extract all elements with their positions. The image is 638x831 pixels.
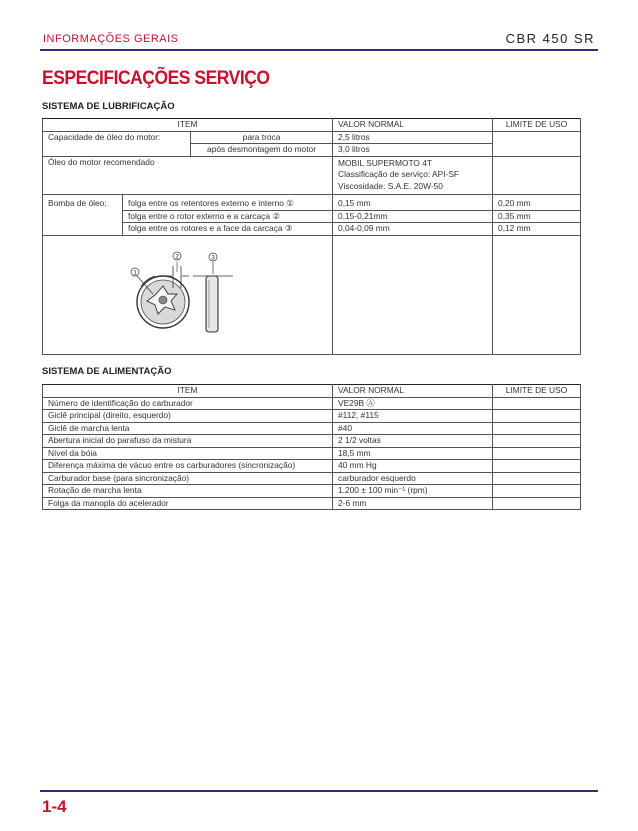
oil-change-label: para troca xyxy=(191,131,333,144)
fuel-normal: VE29B Ⓐ xyxy=(333,397,493,410)
lubrication-table xyxy=(42,118,581,355)
rotor-side-view xyxy=(193,253,233,332)
table-row xyxy=(43,210,581,223)
pump-desc: folga entre o rotor externo e a carcaça ② xyxy=(123,210,333,223)
oil-recommended-value xyxy=(333,156,493,195)
fuel-normal: 2-6 mm xyxy=(333,497,493,510)
col-item: ITEM xyxy=(43,119,333,132)
table-header-row xyxy=(43,119,581,132)
oil-capacity-label: Capacidade de óleo do motor: xyxy=(43,131,191,156)
col-limit: LIMITE DE USO xyxy=(493,385,581,398)
oil-pump-figure-cell xyxy=(43,235,333,354)
table-row xyxy=(43,435,581,448)
table-header-row xyxy=(43,385,581,398)
lubrication-section-title: SISTEMA DE LUBRIFICAÇÃO xyxy=(42,101,175,112)
fuel-normal: 18,5 mm xyxy=(333,447,493,460)
oil-capacity-limit xyxy=(493,131,581,156)
table-row xyxy=(43,485,581,498)
fuel-normal: 2 1/2 voltas xyxy=(333,435,493,448)
table-row xyxy=(43,131,581,144)
header-divider xyxy=(40,49,598,51)
oil-brand: MOBIL SUPERMOTO 4T xyxy=(338,157,433,168)
oil-disassembly-label: após desmontagem do motor xyxy=(191,144,333,157)
fuel-item: Carburador base (para sincronização) xyxy=(43,472,333,485)
callout-label-2: 2 xyxy=(175,253,179,260)
table-row xyxy=(43,410,581,423)
fuel-limit xyxy=(493,472,581,485)
table-row xyxy=(43,223,581,236)
header-model: CBR 450 SR xyxy=(505,31,595,46)
oil-pump-label: Bomba de óleo: xyxy=(43,195,123,236)
pump-normal: 0,15 mm xyxy=(333,195,493,211)
table-row xyxy=(43,397,581,410)
fuel-table xyxy=(42,384,581,510)
fuel-limit xyxy=(493,435,581,448)
oil-pump-diagram xyxy=(43,236,333,354)
pump-normal: 0,04-0,09 mm xyxy=(333,223,493,236)
oil-recommended-limit xyxy=(493,156,581,195)
fuel-item: Rotação de marcha lenta xyxy=(43,485,333,498)
table-row xyxy=(43,472,581,485)
rotor-shaft xyxy=(159,296,167,304)
fuel-normal: #40 xyxy=(333,422,493,435)
table-row xyxy=(43,422,581,435)
fuel-normal: #112, #115 xyxy=(333,410,493,423)
fuel-normal: 40 mm Hg xyxy=(333,460,493,473)
fuel-item: Abertura inicial do parafuso da mistura xyxy=(43,435,333,448)
pump-desc: folga entre os rotores e a face da carcaça ③ xyxy=(123,223,333,236)
header-section: INFORMAÇÕES GERAIS xyxy=(43,33,179,45)
oil-classification: Classificação de serviço: API-SF xyxy=(338,169,460,179)
fuel-item: Folga da manopla do acelerador xyxy=(43,497,333,510)
fuel-limit xyxy=(493,422,581,435)
callout-label-3: 3 xyxy=(211,254,215,261)
fuel-item: Giclê de marcha lenta xyxy=(43,422,333,435)
figure-normal-empty xyxy=(333,235,493,354)
page-number: 1-4 xyxy=(42,797,67,816)
fuel-item: Número de identificação do carburador xyxy=(43,397,333,410)
figure-limit-empty xyxy=(493,235,581,354)
footer-divider xyxy=(40,790,598,792)
rotor-side-body xyxy=(206,276,218,332)
fuel-normal: carburador esquerdo xyxy=(333,472,493,485)
table-row xyxy=(43,497,581,510)
table-row xyxy=(43,235,581,354)
fuel-normal: 1.200 ± 100 min⁻¹ (rpm) xyxy=(333,485,493,498)
fuel-limit xyxy=(493,397,581,410)
fuel-limit xyxy=(493,460,581,473)
fuel-limit xyxy=(493,410,581,423)
oil-disassembly-value: 3,0 litros xyxy=(333,144,493,157)
pump-normal: 0,15-0,21mm xyxy=(333,210,493,223)
fuel-limit xyxy=(493,497,581,510)
pump-desc: folga entre os retentores externo e interno ① xyxy=(123,195,333,211)
fuel-item: Diferença máxima de vácuo entre os carburadores (sincronização) xyxy=(43,460,333,473)
fuel-item: Giclê principal (direito, esquerdo) xyxy=(43,410,333,423)
table-row xyxy=(43,447,581,460)
fuel-section-title: SISTEMA DE ALIMENTAÇÃO xyxy=(42,366,172,377)
pump-limit: 0,12 mm xyxy=(493,223,581,236)
col-normal: VALOR NORMAL xyxy=(333,119,493,132)
oil-viscosity: Viscosidade: S.A.E. 20W-50 xyxy=(338,180,443,191)
pump-limit: 0,35 mm xyxy=(493,210,581,223)
fuel-limit xyxy=(493,485,581,498)
callout-label-1: 1 xyxy=(133,269,137,276)
oil-change-value: 2,5 litros xyxy=(333,131,493,144)
col-limit: LIMITE DE USO xyxy=(493,119,581,132)
fuel-limit xyxy=(493,447,581,460)
col-normal: VALOR NORMAL xyxy=(333,385,493,398)
page-title: ESPECIFICAÇÕES SERVIÇO xyxy=(42,68,270,89)
table-row xyxy=(43,156,581,195)
pump-limit: 0,20 mm xyxy=(493,195,581,211)
oil-recommended-label: Óleo do motor recomendado xyxy=(43,156,333,195)
table-row xyxy=(43,195,581,211)
col-item: ITEM xyxy=(43,385,333,398)
fuel-item: Nível da bóia xyxy=(43,447,333,460)
table-row xyxy=(43,460,581,473)
